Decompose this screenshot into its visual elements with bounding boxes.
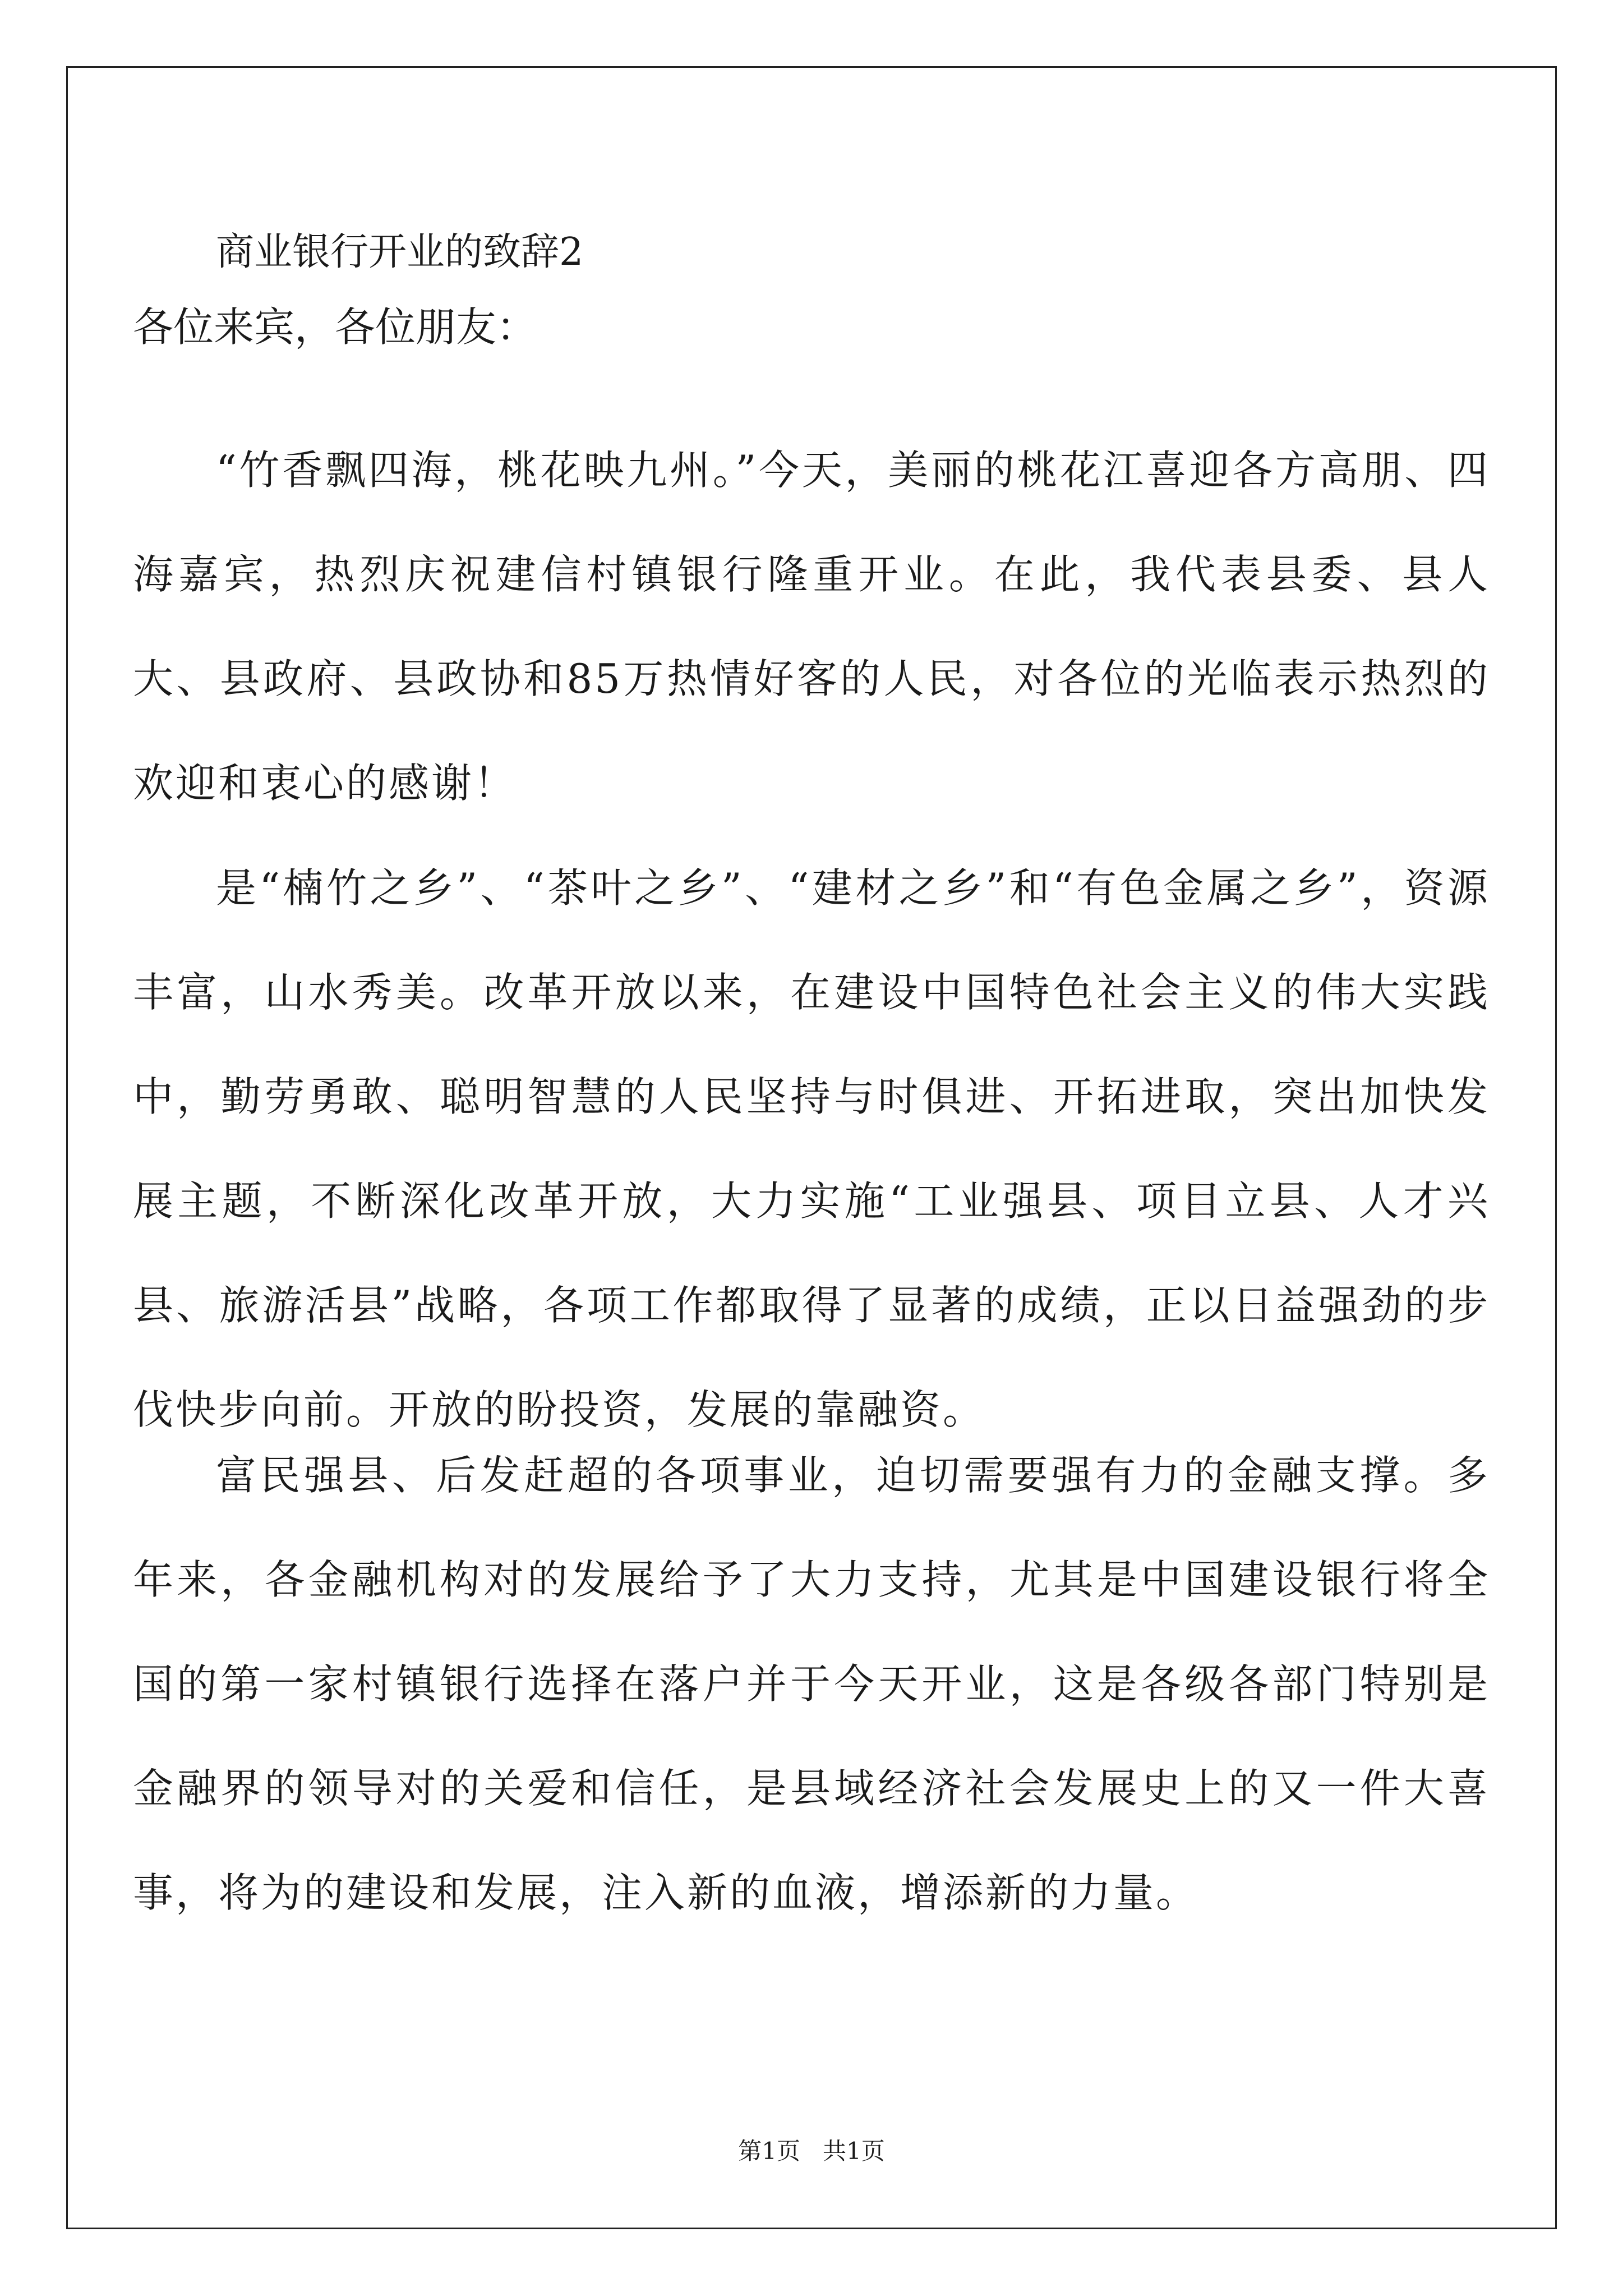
paragraph-1: “竹香飘四海，桃花映九州。”今天，美丽的桃花江喜迎各方高朋、四海嘉宾，热烈庆祝建信村镇银行隆重开业。在此，我代表县委、县人大、县政府、县政协和85万热情好客的人民，对各位的光临表示热烈的欢迎和衷心的感谢！: [133, 447, 1490, 807]
paragraph-3: 富民强县、后发赶超的各项事业，迫切需要强有力的金融支撑。多年来，各金融机构对的发展给予了大力支持，尤其是中国建设银行将全国的第一家村镇银行选择在落户并于今天开业，这是各级各部门特别是金融界的领导对的关爱和信任，是县域经济社会发展史上的又一件大喜事，将为的建设和发展，注入新的血液，增添新的力量。: [133, 1452, 1490, 1916]
paragraph-2: 是“楠竹之乡”、“茶叶之乡”、“建材之乡”和“有色金属之乡”，资源丰富，山水秀美。改革开放以来，在建设中国特色社会主义的伟大实践中，勤劳勇敢、聪明智慧的人民坚持与时俱进、开拓进取，突出加快发展主题，不断深化改革开放，大力实施“工业强县、项目立县、人才兴县、旅游活县”战略，各项工作都取得了显著的成绩，正以日益强劲的步伐快步向前。开放的盼投资，发展的靠融资。: [133, 864, 1490, 1433]
page-footer: 第1页 共1页: [738, 2137, 885, 2165]
salutation: 各位来宾，各位朋友：: [133, 303, 537, 351]
document-title: 商业银行开业的致辞2: [216, 230, 584, 274]
